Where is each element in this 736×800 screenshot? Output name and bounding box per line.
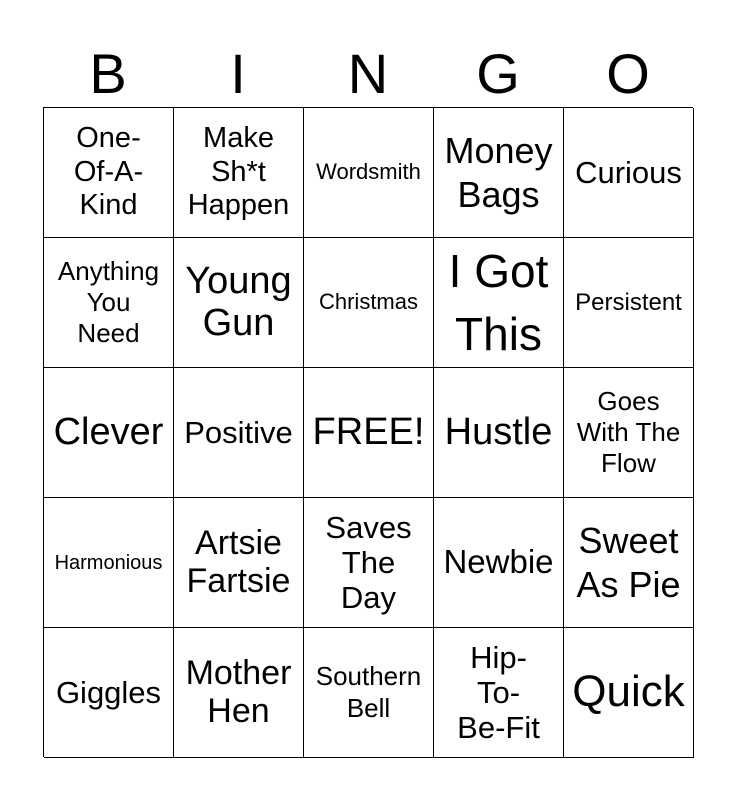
bingo-cell[interactable] xyxy=(304,108,434,238)
bingo-cell[interactable] xyxy=(44,238,174,368)
cell-label: Southern Bell xyxy=(315,661,422,723)
cell-label: Make Sh*t Happen xyxy=(187,122,290,222)
bingo-cell[interactable] xyxy=(304,628,434,758)
cell-label: Persistent xyxy=(575,288,682,316)
cell-label: Quick xyxy=(572,667,685,717)
bingo-cell[interactable] xyxy=(564,628,694,758)
header-letter-i: I xyxy=(230,42,246,105)
free-space[interactable] xyxy=(304,368,434,498)
header-letter-g: G xyxy=(476,42,520,105)
header-letter-o: O xyxy=(606,42,650,105)
cell-label: Newbie xyxy=(443,543,554,581)
cell-label: Wordsmith xyxy=(316,159,421,185)
bingo-cell[interactable] xyxy=(434,628,564,758)
cell-label: Artsie Fartsie xyxy=(186,524,291,600)
cell-label: Money Bags xyxy=(444,130,553,215)
bingo-cell[interactable] xyxy=(434,368,564,498)
cell-label: Goes With The Flow xyxy=(576,385,681,479)
cell-label: Sweet As Pie xyxy=(576,520,681,605)
cell-label: One- Of-A- Kind xyxy=(73,122,144,222)
cell-label: Saves The Day xyxy=(325,509,412,615)
bingo-cell[interactable] xyxy=(434,108,564,238)
cell-label: Young Gun xyxy=(185,259,292,344)
cell-label: Hustle xyxy=(444,410,553,453)
bingo-cell[interactable] xyxy=(174,108,304,238)
bingo-cell[interactable] xyxy=(44,368,174,498)
bingo-cell[interactable] xyxy=(44,108,174,238)
cell-label: Christmas xyxy=(318,289,418,315)
bingo-cell[interactable] xyxy=(564,238,694,368)
cell-label: Positive xyxy=(184,414,293,450)
cell-label: FREE! xyxy=(312,410,425,453)
cell-label: Clever xyxy=(53,410,164,453)
header-letter-n: N xyxy=(347,42,389,105)
bingo-cell[interactable] xyxy=(304,498,434,628)
header-letter-b: B xyxy=(89,42,127,105)
bingo-cell[interactable] xyxy=(174,368,304,498)
bingo-header xyxy=(43,40,693,108)
bingo-cell[interactable] xyxy=(174,238,304,368)
bingo-cell[interactable] xyxy=(174,498,304,628)
cell-label: Hip- To- Be-Fit xyxy=(457,639,540,745)
cell-label: Giggles xyxy=(55,674,162,710)
bingo-cell[interactable] xyxy=(44,498,174,628)
bingo-cell[interactable] xyxy=(564,368,694,498)
bingo-board xyxy=(43,107,693,757)
cell-label: Anything You Need xyxy=(57,255,160,349)
cell-label: Harmonious xyxy=(54,551,163,574)
bingo-cell[interactable] xyxy=(564,498,694,628)
bingo-cell[interactable] xyxy=(564,108,694,238)
bingo-cell[interactable] xyxy=(434,238,564,368)
bingo-cell[interactable] xyxy=(44,628,174,758)
cell-label: Mother Hen xyxy=(185,654,292,730)
bingo-cell[interactable] xyxy=(174,628,304,758)
cell-label: Curious xyxy=(575,154,682,190)
cell-label: I Got This xyxy=(448,245,549,360)
bingo-cell[interactable] xyxy=(304,238,434,368)
bingo-cell[interactable] xyxy=(434,498,564,628)
